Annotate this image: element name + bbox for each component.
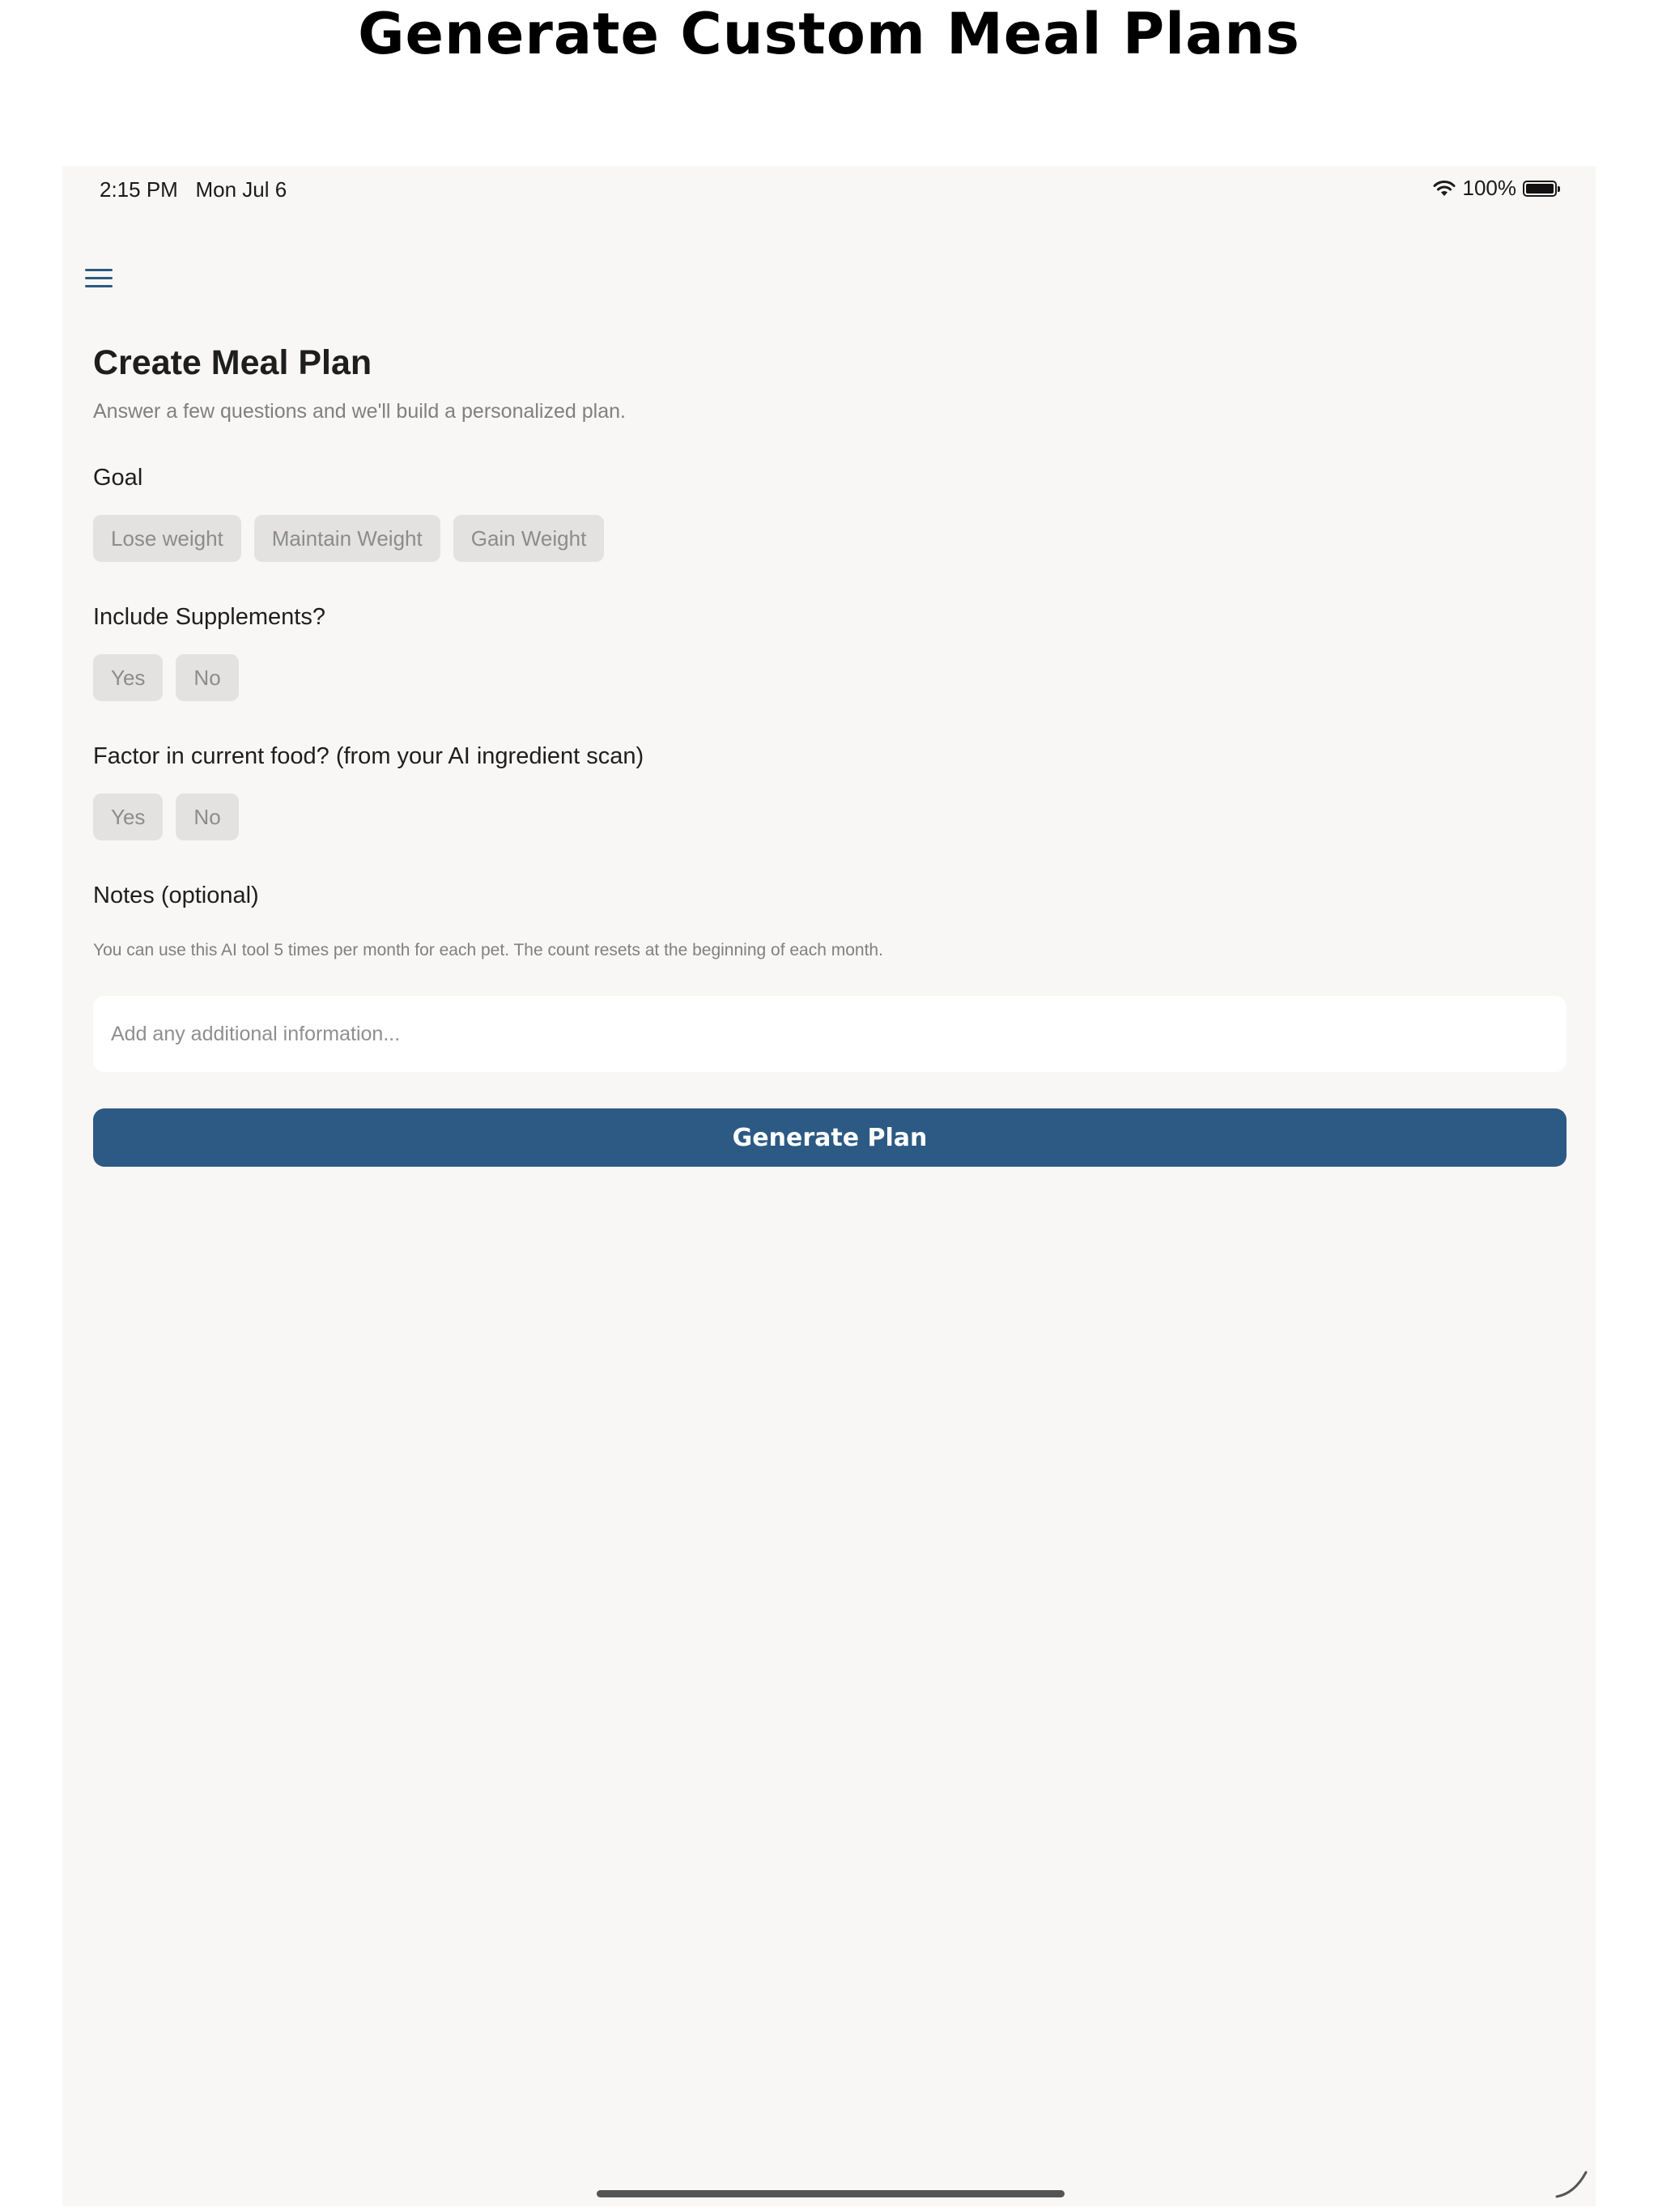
current-food-option-no[interactable]: No (176, 793, 238, 840)
current-food-label: Factor in current food? (from your AI ingredient scan) (93, 743, 644, 769)
goal-label: Goal (93, 465, 143, 491)
battery-fill (1526, 184, 1554, 194)
hamburger-menu-icon[interactable] (85, 263, 114, 292)
page-title: Create Meal Plan (93, 343, 372, 382)
status-date: Mon Jul 6 (195, 177, 287, 202)
menu-line (85, 285, 113, 287)
goal-option-maintain-weight[interactable]: Maintain Weight (254, 515, 440, 562)
status-indicators (1432, 176, 1558, 201)
supplements-option-yes[interactable]: Yes (93, 654, 163, 701)
meal-plan-form (93, 340, 1567, 1167)
goal-option-lose-weight[interactable]: Lose weight (93, 515, 241, 562)
supplements-option-no[interactable]: No (176, 654, 238, 701)
usage-limit-note: You can use this AI tool 5 times per month for each pet. The count resets at the beginning of each month. (93, 941, 883, 959)
notes-input[interactable] (93, 996, 1567, 1072)
battery-icon (1523, 181, 1557, 197)
menu-line (85, 269, 113, 271)
home-indicator[interactable] (597, 2190, 1065, 2197)
wifi-icon (1432, 180, 1456, 198)
notes-label: Notes (optional) (93, 883, 259, 908)
current-food-options (93, 793, 1567, 840)
supplements-label: Include Supplements? (93, 604, 325, 630)
battery-percent: 100% (1462, 176, 1516, 200)
generate-plan-button[interactable]: Generate Plan (93, 1108, 1567, 1167)
app-screen (62, 166, 1596, 2206)
status-bar (62, 166, 1596, 215)
status-time: 2:15 PM (100, 177, 178, 202)
supplements-options (93, 654, 1567, 701)
resize-handle-icon[interactable] (1554, 2164, 1589, 2200)
page-subtitle: Answer a few questions and we'll build a personalized plan. (93, 400, 626, 423)
status-time-date (100, 177, 287, 202)
page-heading: Generate Custom Meal Plans (358, 1, 1300, 67)
current-food-option-yes[interactable]: Yes (93, 793, 163, 840)
menu-line (85, 277, 113, 279)
goal-option-gain-weight[interactable]: Gain Weight (453, 515, 605, 562)
goal-options (93, 515, 1567, 562)
